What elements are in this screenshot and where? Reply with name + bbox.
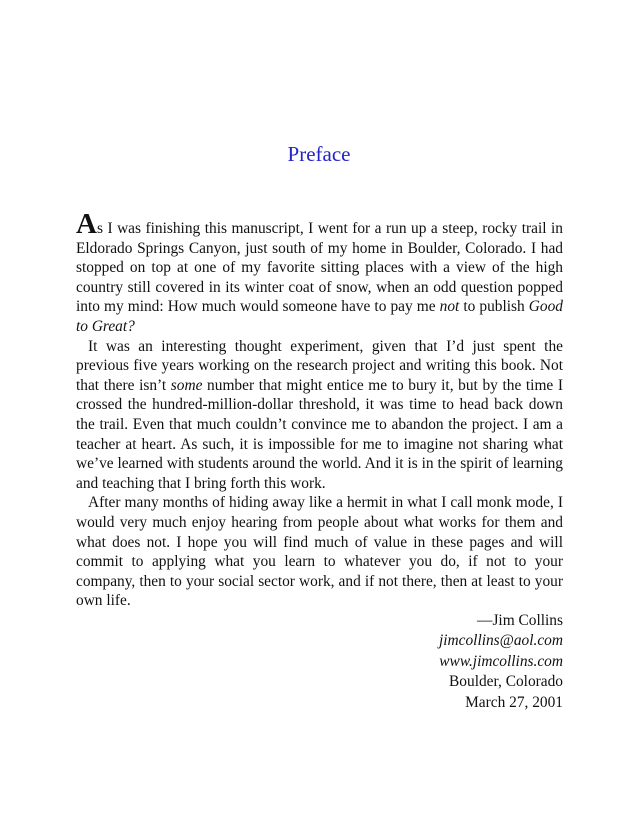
- paragraph-1: [76, 208, 563, 337]
- author-website: www.jimcollins.com: [439, 652, 563, 670]
- paragraph-1-emphasis-a: not: [439, 298, 460, 316]
- author-location: Boulder, Colorado: [449, 673, 563, 691]
- signature-date: March 27, 2001: [465, 693, 563, 711]
- paragraph-3: [76, 493, 563, 611]
- paragraph-1-text-a: s I was finishing this manuscript, I went for a run up a steep, rocky trail in Eldorado Springs Canyon, just south of my home in Boulder, Colorado. I had stopped on top at one of my favorite sitting places with a view of the high country still covered in its winter coat of snow, when an odd question popped into my mind: How much would someone have to pay me: [76, 220, 563, 316]
- author-email: jimcollins@aol.com: [438, 632, 563, 650]
- paragraph-1-text-b: to publish: [459, 298, 529, 316]
- paragraph-2: [76, 337, 563, 494]
- paragraph-2-text-b: number that might entice me to bury it, but by the time I crossed the hundred-million-dollar threshold, it was time to head back down the trail. Even that much couldn’t convince me to abandon the project. I am a teacher at heart. As such, it is impossible for me to imagine not sharing what we’ve learned with students around the world. And it is in the spirit of learning and teaching that I bring forth this work.: [76, 376, 563, 492]
- paragraph-3-text: After many months of hiding away like a hermit in what I call monk mode, I would very much enjoy hearing from people about what works for them and what does not. I hope you will find much of value in these pages and will commit to applying what you learn to whatever you do, if not to your company, then to your social sector work, and if not there, then at least to your own life.: [76, 494, 563, 610]
- signature-block: [76, 611, 563, 714]
- drop-cap: A: [76, 208, 97, 240]
- paragraph-2-emphasis: some: [170, 376, 203, 394]
- paragraph-2-text-a: It was an interesting thought experiment, given that I’d just spent the previous five years working on the research project and writing this book. Not that there isn’t: [76, 337, 563, 394]
- author-name: —Jim Collins: [477, 611, 563, 629]
- page-title: Preface: [287, 142, 351, 166]
- preface-body: [76, 208, 563, 713]
- book-title: Good to Great?: [76, 298, 563, 335]
